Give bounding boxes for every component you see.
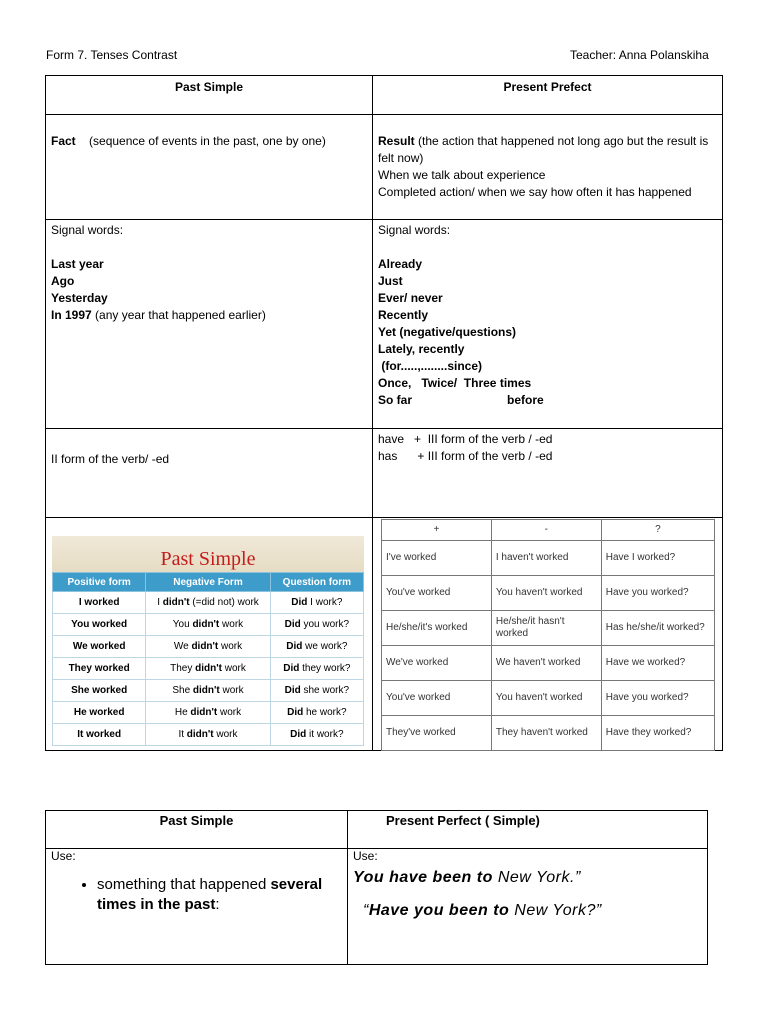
positive-header: +	[382, 520, 492, 541]
table-row	[382, 576, 715, 611]
result-label: Result	[378, 134, 415, 148]
question-header: ?	[601, 520, 714, 541]
col-title-present-prefect: Present Prefect	[373, 76, 723, 115]
table-cell: Did you work?	[270, 614, 363, 636]
pp-form-has: has + III form of the verb / -ed	[378, 449, 553, 463]
negative-form-header: Negative Form	[146, 573, 270, 592]
table-cell: We've worked	[382, 646, 492, 681]
table-cell: He worked	[53, 702, 146, 724]
teacher-name: Teacher: Anna Polanskiha	[570, 48, 709, 62]
table-cell: They've worked	[382, 716, 492, 751]
table-cell: I've worked	[382, 541, 492, 576]
question-form-header: Question form	[270, 573, 363, 592]
table-cell: Have we worked?	[601, 646, 714, 681]
pp-result-cell	[373, 115, 723, 220]
table-cell: Have you worked?	[601, 576, 714, 611]
table-cell: They didn't work	[146, 658, 270, 680]
table-cell: Did I work?	[270, 592, 363, 614]
signal-word: Already	[378, 257, 423, 271]
table-cell: Did they work?	[270, 658, 363, 680]
table-cell: You've worked	[382, 576, 492, 611]
example-question: “Have you been to New York?”	[363, 902, 602, 919]
table-row	[382, 541, 715, 576]
table-row	[53, 658, 364, 680]
pp-form-cell	[373, 429, 723, 518]
signal-word: Last year	[51, 257, 104, 271]
table-row	[53, 702, 364, 724]
past-simple-image-title: Past Simple	[52, 536, 364, 572]
table-cell: You worked	[53, 614, 146, 636]
table-cell: They haven't worked	[491, 716, 601, 751]
past-fact-cell	[46, 115, 373, 220]
signal-word: Once, Twice/ Three times	[378, 376, 532, 390]
doc-title: Form 7. Tenses Contrast	[46, 48, 178, 62]
past-simple-forms-table	[52, 572, 364, 746]
table-row	[53, 614, 364, 636]
signal-word: In 1997	[51, 308, 92, 322]
signal-word: Ever/ never	[378, 291, 443, 305]
past-form-cell	[46, 429, 373, 518]
table-cell: It didn't work	[146, 724, 270, 746]
signal-word: before	[507, 393, 544, 407]
example-statement: You have been to New York.”	[353, 869, 581, 886]
signal-word: Just	[378, 274, 403, 288]
table-row	[382, 611, 715, 646]
present-perfect-forms-table	[381, 519, 715, 751]
signal-word: Ago	[51, 274, 75, 288]
table-row	[53, 636, 364, 658]
table-cell: He/she/it hasn't worked	[491, 611, 601, 646]
col-title-past-simple: Past Simple	[46, 76, 373, 115]
table-cell: She didn't work	[146, 680, 270, 702]
table-cell: Has he/she/it worked?	[601, 611, 714, 646]
table-row	[382, 646, 715, 681]
signal-word: Yet (negative/questions)	[378, 325, 517, 339]
table-row	[382, 716, 715, 751]
table-cell: We worked	[53, 636, 146, 658]
table-cell: He/she/it's worked	[382, 611, 492, 646]
signal-word: Recently	[378, 308, 429, 322]
table-cell: You didn't work	[146, 614, 270, 636]
signal-word: So far	[378, 393, 413, 407]
table-row	[53, 592, 364, 614]
pp-form-have: have + III form of the verb / -ed	[378, 432, 553, 446]
table-cell: You haven't worked	[491, 681, 601, 716]
table-cell: I haven't worked	[491, 541, 601, 576]
fact-text: (sequence of events in the past, one by one)	[89, 134, 326, 148]
col-title-present-perfect: Present Perfect ( Simple)	[348, 811, 708, 849]
table-cell: Have they worked?	[601, 716, 714, 751]
past-use-cell	[46, 849, 348, 965]
past-signal-cell	[46, 220, 373, 429]
past-form: II form of the verb/ -ed	[51, 452, 170, 466]
table-cell: Did she work?	[270, 680, 363, 702]
result-line2: When we talk about experience	[378, 168, 546, 182]
use-label: Use:	[51, 849, 76, 863]
table-row	[53, 680, 364, 702]
signal-label: Signal words:	[378, 223, 451, 237]
negative-header: -	[491, 520, 601, 541]
table-cell: It worked	[53, 724, 146, 746]
signal-label: Signal words:	[51, 223, 124, 237]
signal-word: (for.....,........since)	[378, 359, 483, 373]
table-cell: We didn't work	[146, 636, 270, 658]
table-cell: Did we work?	[270, 636, 363, 658]
signal-word: Yesterday	[51, 291, 108, 305]
pp-use-cell	[348, 849, 708, 965]
table-row	[382, 681, 715, 716]
signal-note: (any year that happened earlier)	[95, 308, 266, 322]
signal-word: Lately, recently	[378, 342, 465, 356]
table-cell: You haven't worked	[491, 576, 601, 611]
table-cell: Did he work?	[270, 702, 363, 724]
table-cell: Did it work?	[270, 724, 363, 746]
list-item: • something that happened several times in the past:	[97, 875, 342, 915]
table-cell: I worked	[53, 592, 146, 614]
table-cell: You've worked	[382, 681, 492, 716]
table-cell: Have I worked?	[601, 541, 714, 576]
result-line3: Completed action/ when we say how often it has happened	[378, 185, 692, 199]
table-cell: Have you worked?	[601, 681, 714, 716]
result-text: (the action that happened not long ago but the result is felt now)	[378, 134, 709, 165]
table-cell: She worked	[53, 680, 146, 702]
pp-signal-cell	[373, 220, 723, 429]
col-title-past-simple: Past Simple	[46, 811, 348, 849]
table-cell: They worked	[53, 658, 146, 680]
fact-label: Fact	[51, 134, 76, 148]
use-table	[45, 810, 708, 965]
past-simple-image	[52, 536, 364, 740]
table-cell: We haven't worked	[491, 646, 601, 681]
table-cell: I didn't (=did not) work	[146, 592, 270, 614]
use-label: Use:	[353, 849, 378, 863]
table-cell: He didn't work	[146, 702, 270, 724]
positive-form-header: Positive form	[53, 573, 146, 592]
table-row	[53, 724, 364, 746]
